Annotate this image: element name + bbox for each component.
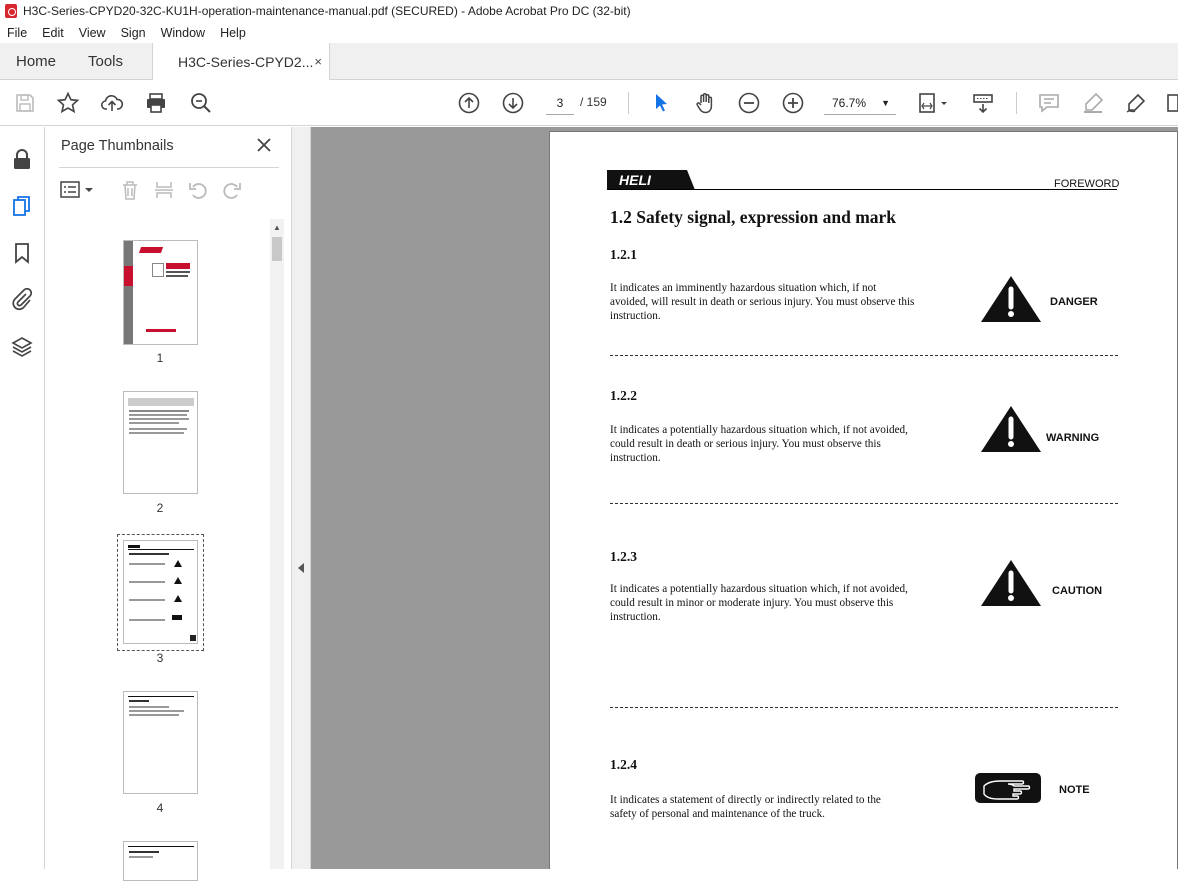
thumb-warning-icon	[174, 595, 182, 602]
thumb-text-line	[129, 856, 153, 858]
more-tools-icon[interactable]	[1164, 90, 1178, 116]
thumbnail-toolbar	[59, 177, 279, 203]
page-thumbnails-panel	[45, 127, 292, 869]
header-rule	[607, 189, 1117, 190]
save-icon[interactable]	[12, 90, 38, 116]
thumb-logo	[128, 545, 140, 548]
warning-label: WARNING	[1046, 432, 1100, 444]
cover-logo	[139, 247, 163, 253]
document-viewer[interactable]	[311, 127, 1178, 869]
main-toolbar	[0, 80, 1178, 126]
page-heading: 1.2 Safety signal, expression and mark	[610, 207, 897, 227]
thumb-text-line	[129, 414, 187, 416]
page-fit-icon[interactable]	[914, 90, 950, 116]
section-number: 1.2.4	[610, 757, 637, 772]
section-number: 1.2.2	[610, 388, 637, 403]
thumb-heading	[129, 553, 169, 555]
scroll-mode-icon[interactable]	[970, 90, 996, 116]
delete-icon[interactable]	[119, 179, 141, 201]
panel-title: Page Thumbnails	[61, 138, 174, 154]
collapse-arrow-icon[interactable]	[298, 563, 304, 573]
thumbnail-page-4[interactable]	[123, 691, 198, 794]
bookmark-icon[interactable]	[10, 241, 34, 265]
page-thumbnails-icon[interactable]	[10, 194, 34, 218]
page-total: / 159	[580, 95, 607, 109]
acrobat-icon	[5, 4, 17, 18]
thumbnail-label: 3	[156, 651, 164, 665]
menu-help[interactable]: Help	[220, 25, 246, 40]
thumbnail-page-1[interactable]	[123, 240, 198, 345]
menu-view[interactable]: View	[78, 25, 106, 40]
heli-logo	[607, 170, 695, 190]
thumb-text-line	[129, 714, 179, 716]
section-text: It indicates a statement of directly or indirectly related to the safety of personal and maintenance of the truck.	[610, 794, 881, 820]
warning-triangle-icon	[980, 558, 1042, 608]
next-page-icon[interactable]	[500, 90, 526, 116]
tab-tools[interactable]: Tools	[88, 53, 124, 70]
tab-document-label: H3C-Series-CPYD2...	[178, 54, 314, 70]
danger-label: DANGER	[1050, 296, 1098, 308]
svg-text:HELI: HELI	[619, 172, 651, 188]
section-number: 1.2.1	[610, 247, 637, 262]
thumbnail-label: 2	[156, 501, 164, 515]
thumbnail-scrollbar[interactable]	[270, 219, 284, 869]
thumb-text-line	[129, 418, 189, 420]
tab-home[interactable]: Home	[16, 53, 57, 70]
note-label: NOTE	[1059, 784, 1090, 796]
section-text: It indicates a potentially hazardous situation which, if not avoided, could result in minor or moderate injury. You must observe this instruction.	[610, 583, 908, 623]
thumb-heading	[129, 851, 159, 853]
zoom-in-icon[interactable]	[780, 90, 806, 116]
section-divider	[610, 503, 1118, 504]
thumb-text-line	[129, 410, 189, 412]
panel-collapse-bar[interactable]	[292, 127, 311, 869]
section-text: It indicates an imminently hazardous situation which, if not avoided, will result in death or serious injury. You must observe this instruction.	[610, 282, 915, 322]
cover-text-line	[166, 271, 190, 273]
thumb-text-line	[129, 710, 184, 712]
tab-bar	[0, 43, 1178, 80]
thumbnail-page-3[interactable]	[123, 540, 198, 644]
window-title: H3C-Series-CPYD20-32C-KU1H-operation-maintenance-manual.pdf (SECURED) - Adobe Acrobat Pro DC (32-bit)	[23, 4, 631, 18]
navigation-rail	[0, 127, 45, 869]
page-number-input[interactable]: 3	[546, 91, 574, 115]
cover-title-block	[166, 263, 190, 269]
scrollbar-thumb[interactable]	[272, 237, 282, 261]
thumbnail-page-2[interactable]	[123, 391, 198, 494]
thumb-rule	[128, 549, 194, 550]
print-icon[interactable]	[143, 90, 169, 116]
menu-window[interactable]: Window	[160, 25, 206, 40]
comment-icon[interactable]	[1036, 90, 1062, 116]
thumb-heading-bar	[128, 398, 194, 406]
warning-triangle-icon	[980, 404, 1042, 454]
section-number: 1.2.3	[610, 549, 637, 564]
select-cursor-icon[interactable]	[648, 90, 674, 116]
panel-divider	[59, 167, 279, 168]
thumb-text-line	[129, 422, 179, 424]
zoom-level-value: 76.7%	[832, 96, 867, 110]
tab-close-icon[interactable]: ×	[314, 54, 322, 69]
section-divider	[610, 355, 1118, 356]
thumb-text-line	[129, 581, 165, 583]
hand-tool-icon[interactable]	[692, 90, 718, 116]
menu-sign[interactable]: Sign	[120, 25, 146, 40]
thumb-warning-icon	[174, 560, 182, 567]
thumb-text-line	[129, 563, 165, 565]
sign-pen-icon[interactable]	[1123, 90, 1149, 116]
zoom-level-select[interactable]	[824, 91, 896, 115]
toolbar-divider	[1016, 92, 1017, 114]
rotate-right-icon[interactable]	[221, 179, 243, 201]
thumb-text-line	[129, 706, 169, 708]
chevron-down-icon: ▼	[881, 98, 890, 108]
cloud-upload-icon[interactable]	[99, 90, 125, 116]
thumbnail-label: 4	[156, 801, 164, 815]
cover-text-line	[166, 275, 188, 277]
zoom-search-icon[interactable]	[188, 90, 214, 116]
title-bar	[0, 0, 1178, 22]
attachment-icon[interactable]	[10, 287, 34, 311]
tab-document[interactable]	[152, 43, 330, 81]
scroll-up-icon[interactable]: ▲	[273, 223, 281, 232]
thumb-note-icon	[172, 615, 182, 620]
section-label: FOREWORD	[1054, 178, 1120, 190]
pdf-page	[549, 131, 1178, 869]
thumb-rule	[128, 846, 194, 847]
cover-stripe	[124, 241, 133, 344]
cover-footer	[146, 329, 176, 332]
thumb-corner-mark	[190, 635, 196, 641]
options-menu-icon[interactable]	[59, 179, 99, 201]
highlight-pen-icon[interactable]	[1080, 90, 1106, 116]
thumb-text-line	[129, 619, 165, 621]
close-icon[interactable]	[255, 136, 273, 154]
menu-file[interactable]: File	[7, 25, 28, 40]
thumb-text-line	[129, 599, 165, 601]
section-divider	[610, 707, 1118, 708]
thumb-warning-icon	[174, 577, 182, 584]
insert-page-icon[interactable]	[153, 179, 175, 201]
pointing-hand-icon	[974, 772, 1042, 804]
cover-accent	[124, 266, 133, 286]
lock-icon[interactable]	[10, 147, 34, 171]
thumbnail-page-5[interactable]	[123, 841, 198, 881]
menu-edit[interactable]: Edit	[42, 25, 64, 40]
thumb-rule	[128, 696, 194, 697]
menu-bar	[0, 22, 1178, 43]
star-icon[interactable]	[55, 90, 81, 116]
thumbnail-label: 1	[156, 351, 164, 365]
thumb-text-line	[129, 432, 184, 434]
zoom-out-icon[interactable]	[736, 90, 762, 116]
cover-truck-image	[152, 263, 164, 277]
thumb-heading	[129, 700, 149, 702]
caution-label: CAUTION	[1052, 585, 1103, 597]
thumb-text-line	[129, 428, 187, 430]
previous-page-icon[interactable]	[456, 90, 482, 116]
warning-triangle-icon	[980, 274, 1042, 324]
rotate-left-icon[interactable]	[187, 179, 209, 201]
toolbar-divider	[628, 92, 629, 114]
layers-icon[interactable]	[10, 335, 34, 359]
section-text: It indicates a potentially hazardous situation which, if not avoided, could result in death or serious injury. You must observe this instruction.	[610, 424, 908, 464]
